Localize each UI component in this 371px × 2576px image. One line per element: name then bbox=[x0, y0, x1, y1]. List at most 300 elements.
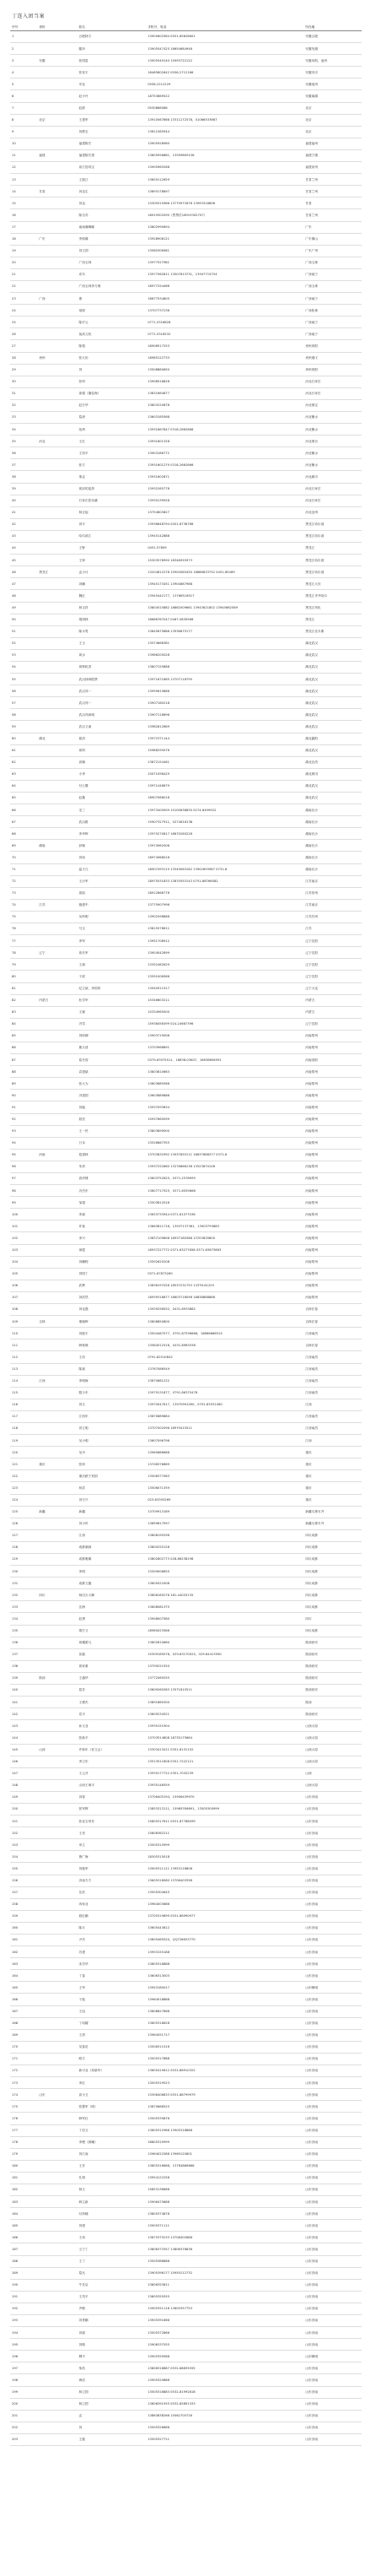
row-province bbox=[37, 1697, 77, 1708]
table-row bbox=[10, 1589, 362, 1601]
row-phone: 15805317611 0531-87788099 bbox=[146, 1816, 304, 1827]
row-phone: 13592620208 bbox=[146, 1256, 304, 1268]
row-location: 河南郑州 bbox=[304, 1149, 362, 1161]
row-seq: 53 bbox=[10, 649, 37, 661]
row-name: 许新年（晋文会） bbox=[78, 1744, 147, 1756]
row-location: 黑龙江齐齐哈尔 bbox=[304, 590, 362, 602]
row-phone: 13905329888 bbox=[146, 2374, 304, 2386]
table-row bbox=[10, 2422, 362, 2433]
row-phone: 13836197026 18537231753 13376-61203 bbox=[146, 1280, 304, 1291]
row-phone: 13971671665 13707118795 bbox=[146, 674, 304, 685]
row-name: 刘浩然 bbox=[78, 1291, 147, 1303]
row-seq: 197 bbox=[10, 2362, 37, 2374]
row-name: 赵勇 bbox=[78, 1613, 147, 1625]
row-seq: 14 bbox=[10, 186, 37, 198]
row-seq: 97 bbox=[10, 1173, 37, 1185]
table-row bbox=[10, 1339, 362, 1351]
row-phone: 13505319523 bbox=[146, 2077, 304, 2089]
row-seq: 20 bbox=[10, 257, 37, 268]
row-seq: 6 bbox=[10, 90, 37, 102]
row-seq: 87 bbox=[10, 1054, 37, 1066]
row-location: 广西南宁 bbox=[304, 317, 362, 328]
row-seq: 82 bbox=[10, 994, 37, 1006]
table-row bbox=[10, 43, 362, 55]
row-province bbox=[37, 1256, 77, 1268]
row-location: 四川 bbox=[304, 1613, 362, 1625]
row-seq: 52 bbox=[10, 637, 37, 649]
row-province bbox=[37, 2410, 77, 2422]
row-seq: 67 bbox=[10, 816, 37, 828]
row-province bbox=[37, 340, 77, 352]
row-seq: 2 bbox=[10, 43, 37, 55]
table-row bbox=[10, 1161, 362, 1172]
row-province bbox=[37, 1197, 77, 1209]
row-location: 河南郑州 bbox=[304, 1125, 362, 1137]
row-phone: 13815578611 bbox=[146, 923, 304, 935]
row-seq: 63 bbox=[10, 768, 37, 780]
row-name: 朱萍 bbox=[78, 1161, 147, 1172]
row-name: 李卫东 bbox=[78, 1756, 147, 1767]
row-name: 施建中 bbox=[78, 899, 147, 911]
row-phone: 13977562811 13507813731，13907715754 bbox=[146, 268, 304, 280]
row-seq: 89 bbox=[10, 1078, 37, 1090]
row-seq: 161 bbox=[10, 1935, 37, 1946]
row-location: 北京 bbox=[304, 102, 362, 114]
table-row bbox=[10, 863, 362, 875]
table-row bbox=[10, 555, 362, 566]
row-phone: 15853136666 bbox=[146, 2184, 304, 2195]
row-phone: 13605465520，QQ726653770 bbox=[146, 1935, 304, 1946]
row-seq: 43 bbox=[10, 530, 37, 542]
row-seq: 74 bbox=[10, 899, 37, 911]
row-province: 湖南 bbox=[37, 840, 77, 852]
row-phone: 13951708912 bbox=[146, 935, 304, 947]
table-row bbox=[10, 2041, 362, 2053]
row-seq: 66 bbox=[10, 804, 37, 816]
row-phone: 13899817997 bbox=[146, 1518, 304, 1529]
row-location: 新疆乌鲁木齐 bbox=[304, 1518, 362, 1529]
row-name: 葛建林 bbox=[78, 1149, 147, 1161]
row-seq: 112 bbox=[10, 1351, 37, 1363]
table-row bbox=[10, 1518, 362, 1529]
row-phone: 13606313003 bbox=[146, 1970, 304, 1982]
row-province bbox=[37, 1982, 77, 1994]
row-name: 王亮 bbox=[78, 1827, 147, 1839]
row-name: 新疆 bbox=[78, 1506, 147, 1518]
row-location: 河北邢台 bbox=[304, 436, 362, 447]
row-seq: 167 bbox=[10, 2005, 37, 2017]
row-seq: 81 bbox=[10, 982, 37, 994]
row-phone: 13971448679 bbox=[146, 780, 304, 792]
row-seq: 5 bbox=[10, 78, 37, 90]
row-name: 冯雪 bbox=[78, 1018, 147, 1030]
row-seq: 122 bbox=[10, 1470, 37, 1482]
table-row bbox=[10, 780, 362, 792]
row-name: 石家庄张至谦 bbox=[78, 495, 147, 506]
table-row bbox=[10, 1851, 362, 1863]
row-location: 湖南长沙 bbox=[304, 852, 362, 863]
row-phone: 13703832992 13937855111 18637888377 0371-6 bbox=[146, 1149, 304, 1161]
table-row bbox=[10, 578, 362, 590]
row-phone: 023-63393269 bbox=[146, 1494, 304, 1506]
table-row bbox=[10, 768, 362, 780]
header-name: 姓名 bbox=[78, 24, 147, 31]
row-seq: 57 bbox=[10, 697, 37, 709]
row-phone: 13931667847 0318-2662666 bbox=[146, 424, 304, 436]
row-seq: 73 bbox=[10, 887, 37, 899]
row-name: 王冠 bbox=[78, 2005, 147, 2017]
row-province bbox=[37, 447, 77, 459]
row-phone: 13633733944 0371-61577036 bbox=[146, 1209, 304, 1220]
row-phone: 13705319899 0531-86990977 bbox=[146, 1910, 304, 1922]
row-phone: 18937227772 0371-63277658 0371-63673663 bbox=[146, 1244, 304, 1256]
row-seq: 83 bbox=[10, 1006, 37, 1018]
row-province bbox=[37, 364, 77, 376]
row-name: 丁绍耀 bbox=[78, 2017, 147, 2029]
row-phone: 13504467077，0791-87536666，18666666515 bbox=[146, 1328, 304, 1339]
row-seq: 104 bbox=[10, 1256, 37, 1268]
row-phone: 13605318080 13706403398 bbox=[146, 1875, 304, 1886]
row-name: 张科 bbox=[78, 376, 147, 387]
table-row bbox=[10, 1827, 362, 1839]
row-province bbox=[37, 1232, 77, 1244]
row-name: 重庆跌宁刘国 bbox=[78, 1470, 147, 1482]
row-location: 安徽合肥 bbox=[304, 31, 362, 43]
row-seq: 137 bbox=[10, 1648, 37, 1660]
table-row bbox=[10, 1447, 362, 1458]
row-seq: 100 bbox=[10, 1209, 37, 1220]
row-phone: 18907493119 13349063162 13902693987 0731-8 bbox=[146, 863, 304, 875]
row-location: 山东济南 bbox=[304, 2327, 362, 2339]
row-location: 陕西西安 bbox=[304, 1685, 362, 1697]
row-province bbox=[37, 2124, 77, 2136]
row-phone: 13605443812 bbox=[146, 1922, 304, 1934]
row-name: 冉家业 bbox=[78, 1898, 147, 1910]
row-phone: 13932265778 bbox=[146, 483, 304, 495]
table-row bbox=[10, 1006, 362, 1018]
row-name: 何武 bbox=[78, 1482, 147, 1494]
row-province bbox=[37, 387, 77, 399]
table-row bbox=[10, 1910, 362, 1922]
row-province bbox=[37, 1958, 77, 1970]
row-location: 广西玉林 bbox=[304, 280, 362, 292]
row-location: 广西桂林 bbox=[304, 305, 362, 317]
row-location: 山东济南 bbox=[304, 2208, 362, 2220]
row-name: 成都潮湃 bbox=[78, 1541, 147, 1553]
table-row bbox=[10, 280, 362, 292]
table-row bbox=[10, 1054, 362, 1066]
row-location: 河南郑州 bbox=[304, 1101, 362, 1113]
row-seq: 79 bbox=[10, 959, 37, 971]
row-seq: 133 bbox=[10, 1601, 37, 1613]
row-seq: 72 bbox=[10, 875, 37, 887]
table-row bbox=[10, 2398, 362, 2410]
table-row bbox=[10, 1113, 362, 1125]
row-name: 牛先启 bbox=[78, 2279, 147, 2291]
row-seq: 55 bbox=[10, 674, 37, 685]
row-name: 合肥林方 bbox=[78, 31, 147, 43]
row-location: 河南洛阳 bbox=[304, 1054, 362, 1066]
row-location: 广东广州 bbox=[304, 245, 362, 257]
row-province bbox=[37, 1030, 77, 1042]
row-seq: 34 bbox=[10, 424, 37, 436]
table-row bbox=[10, 1268, 362, 1280]
row-location: 甘肃 bbox=[304, 198, 362, 209]
row-name: 武汉义童 bbox=[78, 721, 147, 733]
row-location: 贵州贵阳 bbox=[304, 364, 362, 376]
table-row bbox=[10, 1816, 362, 1827]
row-name: 王芳 bbox=[78, 2160, 147, 2172]
row-name: 福建陈宏建 bbox=[78, 149, 147, 161]
row-province bbox=[37, 412, 77, 424]
row-name: 夏清 bbox=[78, 733, 147, 744]
row-location: 湖北武汉 bbox=[304, 780, 362, 792]
row-location: 安徽芜湖 bbox=[304, 43, 362, 55]
row-phone: 13805956881，13599809136 bbox=[146, 149, 304, 161]
row-location: 山东济南 bbox=[304, 1946, 362, 1958]
table-row bbox=[10, 126, 362, 138]
row-phone: 0558-2212229 bbox=[146, 78, 304, 90]
row-province bbox=[37, 317, 77, 328]
table-row bbox=[10, 2005, 362, 2017]
row-name: 刘鹏程 bbox=[78, 1256, 147, 1268]
row-province: 四川 bbox=[37, 1589, 77, 1601]
row-province bbox=[37, 923, 77, 935]
row-phone: 15806362211 bbox=[146, 1827, 304, 1839]
table-row bbox=[10, 2232, 362, 2243]
row-name: 葛芳 bbox=[78, 1685, 147, 1697]
row-location: 陕西西安 bbox=[304, 1708, 362, 1720]
row-location: 山东济南 bbox=[304, 1935, 362, 1946]
row-location: 江西 bbox=[304, 1435, 362, 1447]
row-phone: 13709913189 bbox=[146, 1506, 304, 1518]
row-province bbox=[37, 198, 77, 209]
row-name: 刘景鹏 bbox=[78, 2315, 147, 2327]
row-province bbox=[37, 1935, 77, 1946]
row-seq: 56 bbox=[10, 685, 37, 697]
row-province: 河北 bbox=[37, 436, 77, 447]
row-name: 王军 bbox=[78, 1982, 147, 1994]
row-location: 四川成都 bbox=[304, 1589, 362, 1601]
document-title: 丁连入团当案 bbox=[12, 14, 46, 19]
row-phone: 13703968891 bbox=[146, 1042, 304, 1053]
table-row bbox=[10, 1280, 362, 1291]
row-name: 吴丹 bbox=[78, 1447, 147, 1458]
row-name: 王振江 bbox=[78, 174, 147, 186]
row-location: 广西南宁 bbox=[304, 268, 362, 280]
table-row bbox=[10, 1125, 362, 1137]
row-seq: 132 bbox=[10, 1589, 37, 1601]
row-province bbox=[37, 2362, 77, 2374]
row-name: 刘良 bbox=[78, 198, 147, 209]
table-row bbox=[10, 2220, 362, 2232]
row-seq: 93 bbox=[10, 1125, 37, 1137]
row-seq: 59 bbox=[10, 721, 37, 733]
row-seq: 12 bbox=[10, 162, 37, 174]
row-location: 湖北武汉 bbox=[304, 744, 362, 756]
table-row bbox=[10, 2029, 362, 2041]
row-location: 四川成都 bbox=[304, 1529, 362, 1541]
row-seq: 178 bbox=[10, 2136, 37, 2148]
row-phone: 13908007580 bbox=[146, 1613, 304, 1625]
row-location: 山东聊城 bbox=[304, 2351, 362, 2362]
row-location: 重庆 bbox=[304, 1447, 362, 1458]
row-phone: 13800255128 bbox=[146, 1541, 304, 1553]
row-name: 王伟 bbox=[78, 2232, 147, 2243]
row-name: 日本 bbox=[78, 1137, 147, 1149]
table-row bbox=[10, 1328, 362, 1339]
row-location: 吉林长春 bbox=[304, 1304, 362, 1316]
row-phone: 13803220878 bbox=[146, 399, 304, 411]
row-location: 广东佛山 bbox=[304, 233, 362, 245]
table-row bbox=[10, 471, 362, 483]
row-seq: 202 bbox=[10, 2422, 37, 2433]
row-province bbox=[37, 674, 77, 685]
row-location: 辽宁沈阳 bbox=[304, 959, 362, 971]
row-province bbox=[37, 305, 77, 317]
row-name: 刘良生 bbox=[78, 186, 147, 198]
row-phone: 13908516828 bbox=[146, 376, 304, 387]
row-province bbox=[37, 1756, 77, 1767]
row-province bbox=[37, 1244, 77, 1256]
row-location: 山东济南 bbox=[304, 2267, 362, 2279]
row-name: 张国富 bbox=[78, 55, 147, 67]
row-location: 湖北武汉 bbox=[304, 721, 362, 733]
row-province bbox=[37, 328, 77, 340]
row-province bbox=[37, 2315, 77, 2327]
row-province bbox=[37, 1970, 77, 1982]
table-row bbox=[10, 1506, 362, 1518]
row-name: 沈海 bbox=[78, 1601, 147, 1613]
row-seq: 144 bbox=[10, 1732, 37, 1744]
table-row bbox=[10, 162, 362, 174]
row-location: 内蒙古 bbox=[304, 1006, 362, 1018]
row-location: 河北廊坊 bbox=[304, 471, 362, 483]
row-province bbox=[37, 67, 77, 78]
row-province bbox=[37, 793, 77, 804]
row-seq: 180 bbox=[10, 2160, 37, 2172]
row-seq: 138 bbox=[10, 1660, 37, 1672]
row-name: 刘小民 bbox=[78, 1518, 147, 1529]
row-location: 福建宁德 bbox=[304, 149, 362, 161]
row-location: 河北石家庄 bbox=[304, 376, 362, 387]
row-seq: 172 bbox=[10, 2065, 37, 2077]
row-location: 山东济南 bbox=[304, 2113, 362, 2124]
row-province bbox=[37, 2196, 77, 2208]
row-name: 作客 bbox=[78, 1220, 147, 1232]
row-name: 付公馨 bbox=[78, 780, 147, 792]
row-name: 丁春 bbox=[78, 1970, 147, 1982]
row-phone: 13754603827 bbox=[146, 506, 304, 518]
table-row bbox=[10, 1173, 362, 1185]
row-location: 山东济南 bbox=[304, 1910, 362, 1922]
row-phone: 13870686525 bbox=[146, 2101, 304, 2113]
row-location: 山东济南 bbox=[304, 2184, 362, 2195]
table-row bbox=[10, 2339, 362, 2351]
row-location: 湖南长沙 bbox=[304, 863, 362, 875]
header-location: 所在地 bbox=[304, 24, 362, 31]
row-name: 王磊 bbox=[78, 2433, 147, 2445]
row-location: 山东济南 bbox=[304, 2101, 362, 2113]
row-province bbox=[37, 1779, 77, 1791]
row-seq: 171 bbox=[10, 2053, 37, 2065]
table-row bbox=[10, 2374, 362, 2386]
row-phone: 13607096796 bbox=[146, 1435, 304, 1447]
row-name: 康 bbox=[78, 293, 147, 305]
row-seq: 109 bbox=[10, 1316, 37, 1328]
row-seq: 203 bbox=[10, 2433, 37, 2445]
row-location: 安徽阜阳、池州 bbox=[304, 55, 362, 67]
row-province bbox=[37, 1387, 77, 1399]
row-name: 王帅 bbox=[78, 555, 147, 566]
row-province bbox=[37, 1851, 77, 1863]
row-location: 江西南昌 bbox=[304, 1328, 362, 1339]
row-location: 湖南长沙 bbox=[304, 804, 362, 816]
row-seq: 68 bbox=[10, 828, 37, 840]
row-phone: 18907066018 bbox=[146, 793, 304, 804]
row-province bbox=[37, 590, 77, 602]
row-seq: 108 bbox=[10, 1304, 37, 1316]
row-province bbox=[37, 875, 77, 887]
row-name: 张方 bbox=[78, 459, 147, 471]
row-phone: 13837109808 18937180388 13703835800 bbox=[146, 1232, 304, 1244]
table-row bbox=[10, 55, 362, 67]
row-name: 安化 bbox=[78, 78, 147, 90]
row-location: 河南郑州 bbox=[304, 1066, 362, 1078]
row-name: 刘文国 bbox=[78, 245, 147, 257]
table-row bbox=[10, 2315, 362, 2327]
row-phone: 13608081375 bbox=[146, 1601, 304, 1613]
row-location: 广西南宁 bbox=[304, 328, 362, 340]
row-location: 河南郑州 bbox=[304, 1137, 362, 1149]
row-name: 张新平 bbox=[78, 1732, 147, 1744]
table-row bbox=[10, 1554, 362, 1566]
row-location: 福建泉州 bbox=[304, 162, 362, 174]
row-location: 山东济南 bbox=[304, 2422, 362, 2433]
row-location: 山东济南 bbox=[304, 2017, 362, 2029]
row-phone: 13853313111，15965356691，13505300999 bbox=[146, 1803, 304, 1815]
row-phone: 13767086549 bbox=[146, 1363, 304, 1375]
row-phone: 13904042899 bbox=[146, 947, 304, 959]
row-province: 山西 bbox=[37, 1744, 77, 1756]
row-location: 陕西 bbox=[304, 1697, 362, 1708]
row-province bbox=[37, 614, 77, 625]
row-phone: 13974962006 bbox=[146, 840, 304, 852]
row-name: 刘园丁 bbox=[78, 1268, 147, 1280]
row-name: 高顺 bbox=[78, 756, 147, 768]
row-name: 于振 bbox=[78, 1994, 147, 2005]
table-row bbox=[10, 1541, 362, 1553]
table-row bbox=[10, 994, 362, 1006]
row-province bbox=[37, 1554, 77, 1566]
row-seq: 121 bbox=[10, 1458, 37, 1470]
row-province bbox=[37, 2160, 77, 2172]
row-location: 山东济南 bbox=[304, 2243, 362, 2255]
table-row bbox=[10, 2267, 362, 2279]
row-name: 邢孟 bbox=[78, 471, 147, 483]
table-row bbox=[10, 67, 362, 78]
row-seq: 92 bbox=[10, 1113, 37, 1125]
row-province bbox=[37, 935, 77, 947]
row-phone: 0379-63975511，18638-03607，16638656591 bbox=[146, 1054, 304, 1066]
row-province: 甘肃 bbox=[37, 186, 77, 198]
row-location: 江苏南京 bbox=[304, 899, 362, 911]
table-row bbox=[10, 602, 362, 614]
row-name: 王俊杰 bbox=[78, 1697, 147, 1708]
row-seq: 88 bbox=[10, 1066, 37, 1078]
row-seq: 169 bbox=[10, 2029, 37, 2041]
row-phone: 13903186772 bbox=[146, 447, 304, 459]
